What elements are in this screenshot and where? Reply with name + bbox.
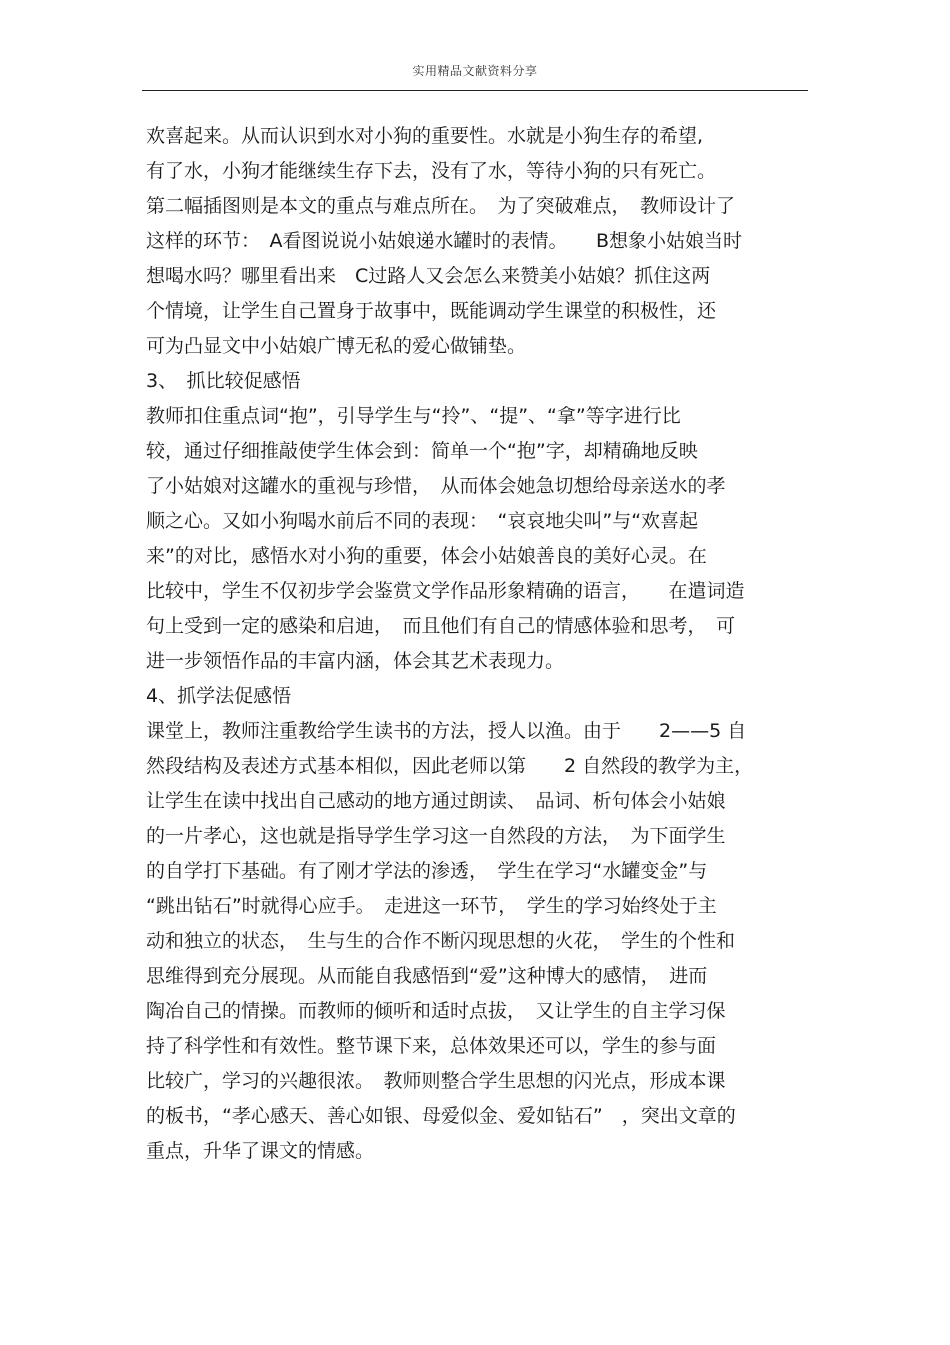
text-line: 想喝水吗？哪里看出来 C过路人又会怎么来赞美小姑娘？抓住这两 [146, 265, 711, 287]
text-line: 有了水，小狗才能继续生存下去，没有了水，等待小狗的只有死亡。 [146, 160, 717, 182]
text-line: 可为凸显文中小姑娘广博无私的爱心做铺垫。 [146, 335, 527, 357]
text-line: 持了科学性和有效性。整节课下来，总体效果还可以，学生的参与面 [146, 1035, 717, 1057]
text-line: 重点，升华了课文的情感。 [146, 1140, 375, 1162]
text-line: 句上受到一定的感染和启迪， 而且他们有自己的情感体验和思考， 可 [146, 615, 736, 637]
text-line: 陶冶自己的情操。而教师的倾听和适时点拔， 又让学生的自主学习保 [146, 1000, 726, 1022]
text-line: 的板书，“孝心感天、善心如银、母爱似金、爱如钻石” ，突出文章的 [146, 1105, 736, 1127]
text-line: 的一片孝心，这也就是指导学生学习这一自然段的方法， 为下面学生 [146, 825, 726, 847]
document-body [146, 119, 810, 1169]
text-line: 让学生在读中找出自己感动的地方通过朗读、 品词、析句体会小姑娘 [146, 790, 726, 812]
text-line: 来”的对比，感悟水对小狗的重要，体会小姑娘善良的美好心灵。在 [146, 545, 707, 567]
text-line: 比较中，学生不仅初步学会鉴赏文学作品形象精确的语言， 在遣词造 [146, 580, 745, 602]
text-line: 了小姑娘对这罐水的重视与珍惜， 从而体会她急切想给母亲送水的孝 [146, 475, 726, 497]
text-line: 比较广，学习的兴趣很浓。 教师则整合学生思想的闪光点，形成本课 [146, 1070, 726, 1092]
text-line: 的自学打下基础。有了刚才学法的渗透， 学生在学习“水罐变金”与 [146, 860, 708, 882]
text-line: 思维得到充分展现。从而能自我感悟到“爱”这种博大的感情， 进而 [146, 965, 708, 987]
text-line: 3、 抓比较促感悟 [146, 370, 301, 392]
text-line: 这样的环节： A看图说说小姑娘递水罐时的表情。 B想象小姑娘当时 [146, 230, 743, 252]
text-line: “跳出钻石”时就得心应手。 走进这一环节， 学生的学习始终处于主 [146, 895, 717, 917]
text-line: 欢喜起来。从而认识到水对小狗的重要性。水就是小狗生存的希望, [146, 125, 704, 147]
text-line: 个情境，让学生自己置身于故事中，既能调动学生课堂的积极性，还 [146, 300, 717, 322]
text-line: 然段结构及表述方式基本相似，因此老师以第 2 自然段的教学为主， [146, 755, 754, 777]
text-line: 4、抓学法促感悟 [146, 685, 292, 707]
text-line: 课堂上，教师注重教给学生读书的方法，授人以渔。由于 2——5 自 [146, 720, 747, 742]
text-line: 动和独立的状态， 生与生的合作不断闪现思想的火花， 学生的个性和 [146, 930, 736, 952]
header-divider [142, 90, 808, 91]
text-line: 顺之心。又如小狗喝水前后不同的表现： “哀哀地尖叫”与“欢喜起 [146, 510, 699, 532]
text-line: 较，通过仔细推敲使学生体会到：简单一个“抱”字，却精确地反映 [146, 440, 698, 462]
text-line: 第二幅插图则是本文的重点与难点所在。 为了突破难点， 教师设计了 [146, 195, 736, 217]
text-line: 进一步领悟作品的丰富内涵，体会其艺术表现力。 [146, 650, 565, 672]
text-line: 教师扣住重点词“抱”，引导学生与“拎”、“提”、“拿”等字进行比 [146, 405, 681, 427]
page-header: 实用精品文献资料分享 [412, 64, 538, 78]
